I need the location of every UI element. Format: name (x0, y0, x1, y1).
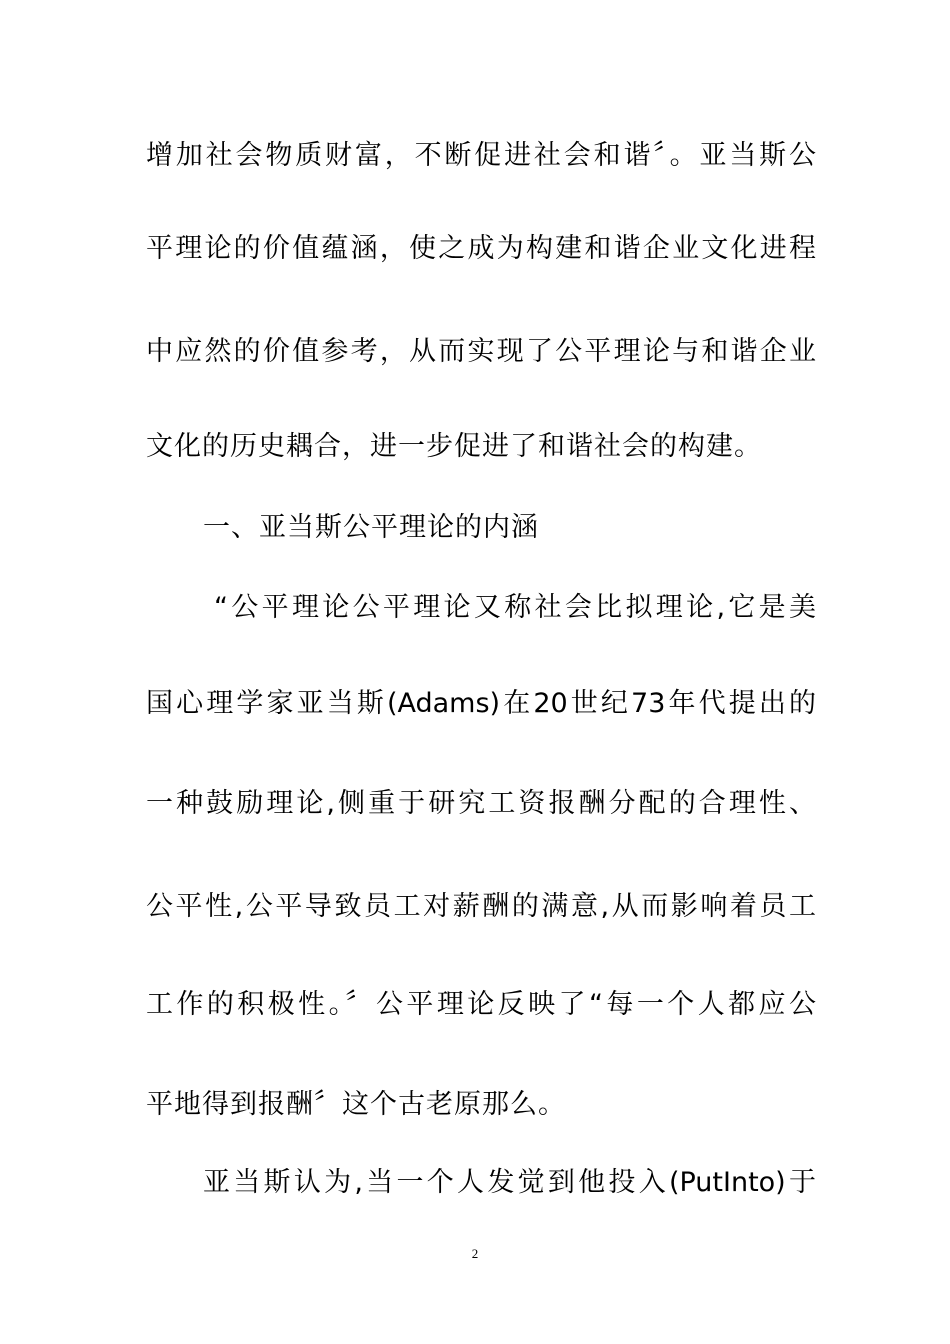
paragraph-line: 国心理学家亚当斯(Adams)在20世纪73年代提出的 (146, 688, 816, 719)
paragraph-line: 增加社会物质财富，不断促进社会和谐〞。亚当斯公 (146, 140, 816, 171)
page-number: 2 (471, 1246, 479, 1261)
paragraph-line: 公平性,公平导致员工对薪酬的满意,从而影响着员工 (146, 891, 816, 922)
paragraph-line: 文化的历史耦合，进一步促进了和谐社会的构建。 (146, 431, 762, 462)
section-heading: 一、亚当斯公平理论的内涵 (203, 512, 539, 543)
paragraph-line: 平地得到报酬〞这个古老原那么。 (146, 1089, 566, 1120)
paragraph-line: 亚当斯认为,当一个人发觉到他投入(PutInto)于 (203, 1167, 816, 1198)
paragraph-line: 中应然的价值参考，从而实现了公平理论与和谐企业 (146, 336, 816, 367)
paragraph-line: 工作的积极性。〞公平理论反映了“每一个人都应公 (146, 989, 816, 1020)
paragraph-line: 一种鼓励理论,侧重于研究工资报酬分配的合理性、 (146, 788, 816, 819)
paragraph-line: 平理论的价值蕴涵，使之成为构建和谐企业文化进程 (146, 233, 816, 264)
paragraph-line: “公平理论公平理论又称社会比拟理论,它是美 (214, 592, 816, 623)
